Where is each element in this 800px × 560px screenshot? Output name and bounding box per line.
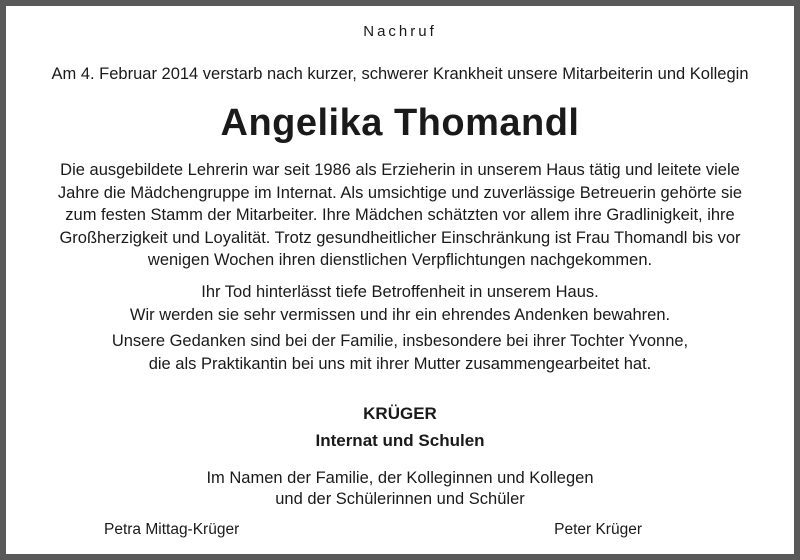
paragraph-line: zum festen Stamm der Mitarbeiter. Ihre Mädchen schätzten vor allem ihre Gradlinigkeit, ihre — [65, 206, 735, 224]
intro-text: Am 4. Februar 2014 verstarb nach kurzer, schwerer Krankheit unsere Mitarbeiterin und Kollegin — [51, 65, 749, 83]
paragraph-line: Jahre die Mädchengruppe im Internat. Als umsichtige und zuverlässige Betreuerin gehörte sie — [57, 183, 743, 202]
tribute-paragraph — [6, 159, 794, 272]
signature-right: Peter Krüger — [554, 521, 642, 538]
signature-left: Petra Mittag-Krüger — [104, 521, 240, 538]
behalf-line: Im Namen der Familie, der Kolleginnen und Kollegen — [206, 469, 594, 487]
notice-heading: Nachruf — [363, 23, 437, 40]
family-paragraph — [6, 330, 794, 375]
organization-name: KRÜGER — [363, 404, 437, 423]
paragraph-line: Unsere Gedanken sind bei der Familie, insbesondere bei ihrer Tochter Yvonne, — [111, 332, 689, 350]
paragraph-line: Ihr Tod hinterlässt tiefe Betroffenheit in unserem Haus. — [201, 283, 599, 301]
paragraph-line: wenigen Wochen ihren dienstlichen Verpflichtungen nachgekommen. — [147, 251, 653, 269]
behalf-line: und der Schülerinnen und Schüler — [275, 490, 525, 508]
paragraph-line: Großherzigkeit und Loyalität. Trotz gesundheitlicher Einschränkung ist Frau Thomandl bis vor — [59, 228, 741, 247]
paragraph-line: Wir werden sie sehr vermissen und ihr ein ehrendes Andenken bewahren. — [129, 305, 671, 324]
paragraph-line: Die ausgebildete Lehrerin war seit 1986 als Erzieherin in unserem Haus tätig und leitete viele — [60, 161, 740, 179]
deceased-name: Angelika Thomandl — [220, 102, 580, 144]
condolence-paragraph — [6, 281, 794, 326]
organization-subtitle: Internat und Schulen — [315, 431, 485, 450]
paragraph-line: die als Praktikantin bei uns mit ihrer Mutter zusammengearbeitet hat. — [148, 354, 652, 373]
on-behalf-text — [6, 468, 794, 510]
